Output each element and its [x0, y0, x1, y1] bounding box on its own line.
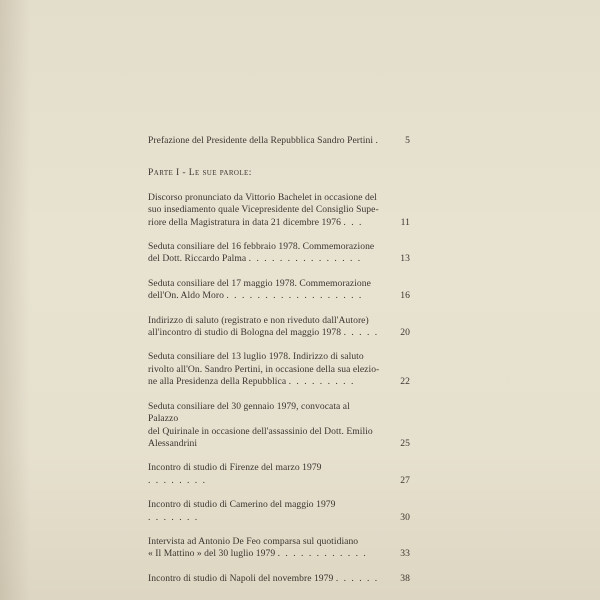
toc-entry-line: Seduta consiliare del 13 luglio 1978. Indirizzo di saluto: [148, 351, 364, 363]
toc-entry-line: [148, 499, 380, 524]
toc-page-number: 11: [400, 216, 410, 228]
table-of-contents: [148, 135, 410, 597]
toc-entry-text: [148, 573, 380, 585]
toc-page-number: 22: [400, 376, 410, 388]
toc-entry-line: Discorso pronunciato da Vittorio Bachelet in occasione del: [148, 191, 377, 203]
toc-entries-list: [148, 192, 410, 585]
toc-entry-line-text: Incontro di studio di Napoli del novembre 1979: [148, 572, 334, 584]
toc-page-number: 16: [400, 290, 410, 302]
toc-entry: [148, 351, 410, 388]
toc-entry-text: [148, 499, 380, 524]
toc-entry-line: Indirizzo di saluto (registrato e non riveduto dall'Autore): [148, 314, 369, 326]
toc-page-number: 27: [400, 474, 410, 486]
toc-entry: [148, 499, 410, 524]
toc-entry-line: [148, 253, 380, 265]
toc-entry-line: [148, 376, 380, 388]
toc-leader-dots: . . . . . . . . .: [288, 376, 355, 388]
toc-page-number: 33: [400, 548, 410, 560]
toc-entry-line: rivolto all'On. Sandro Pertini, in occasione della sua elezio-: [148, 363, 380, 375]
toc-leader-dots: . . . . . . . . . . . . . . .: [248, 253, 362, 265]
toc-leader-dots: . . . . . . . . . . . .: [277, 548, 368, 560]
toc-entry-line: Intervista ad Antonio De Feo comparsa sul quotidiano: [148, 535, 359, 547]
toc-entry: [148, 401, 410, 451]
toc-page-number: 38: [400, 572, 410, 584]
toc-page-number: 5: [405, 135, 410, 146]
toc-leader-dots: . . . . . .: [335, 572, 379, 584]
page-gutter-shadow: [0, 0, 30, 600]
toc-entry-text: [148, 462, 380, 487]
toc-entry-line-text: dell'On. Aldo Moro: [148, 290, 224, 302]
toc-page-number: 13: [400, 253, 410, 265]
toc-entry-line-text: Incontro di studio di Camerino del maggio 1979: [148, 499, 336, 511]
toc-entry-text: [148, 278, 380, 303]
toc-entry-line: suo insediamento quale Vicepresidente del Consiglio Supe-: [148, 204, 379, 216]
toc-entry-preface: [148, 135, 410, 147]
toc-entry: [148, 462, 410, 487]
toc-entry-line: Seduta consiliare del 30 gennaio 1979, convocata al Palazzo: [148, 400, 350, 425]
toc-entry-line: [148, 573, 380, 585]
toc-entry-line: [148, 548, 380, 560]
toc-entry: [148, 573, 410, 585]
toc-page-number: 30: [400, 511, 410, 523]
toc-entry: [148, 241, 410, 266]
toc-entry-line-text: riore della Magistratura in data 21 dicembre 1976: [148, 216, 341, 228]
toc-leader-dots: . . . . .: [343, 327, 379, 339]
toc-entry-line-text: Incontro di studio di Firenze del marzo 1979: [148, 462, 322, 474]
toc-entry-line-text: « Il Mattino » del 30 luglio 1979: [148, 548, 276, 560]
toc-entry-line-text: all'incontro di studio di Bologna del maggio 1978: [148, 327, 342, 339]
toc-leader-dots: . . . . . . .: [148, 511, 199, 523]
toc-entry-text: [148, 315, 380, 340]
toc-entry-text: [148, 401, 380, 451]
toc-entry-line: [148, 462, 380, 487]
toc-entry-line-text: ne alla Presidenza della Repubblica: [148, 376, 287, 388]
toc-entry-text: Prefazione del Presidente della Repubblica Sandro Pertini .: [148, 135, 380, 146]
toc-entry-line-text: del Dott. Riccardo Palma: [148, 253, 247, 265]
toc-entry: [148, 315, 410, 340]
toc-entry-line: [148, 290, 380, 302]
toc-entry-line: Seduta consiliare del 17 maggio 1978. Commemorazione: [148, 277, 371, 289]
toc-entry-line: [148, 327, 380, 339]
toc-leader-dots: . . . . . . . .: [148, 474, 207, 486]
toc-page-number: 25: [400, 437, 410, 449]
part-heading: Parte I - Le sue parole:: [148, 167, 252, 179]
toc-leader-dots: . . .: [343, 216, 363, 228]
toc-entry-line: del Quirinale in occasione dell'assassinio del Dott. Emilio: [148, 425, 373, 437]
toc-entry: [148, 192, 410, 229]
toc-entry-line: [148, 217, 380, 229]
toc-entry: [148, 278, 410, 303]
toc-entry-text: [148, 536, 380, 561]
toc-entry: [148, 536, 410, 561]
toc-entry-line: Alessandrini: [148, 437, 198, 449]
toc-entry-text: [148, 241, 380, 266]
toc-entry-text: [148, 351, 380, 388]
toc-page-number: 20: [400, 327, 410, 339]
toc-leader-dots: . . . . . . . . . . . . . . . . . .: [226, 290, 363, 302]
toc-entry-text: [148, 192, 380, 229]
toc-entry-line: Seduta consiliare del 16 febbraio 1978. Commemorazione: [148, 241, 375, 253]
